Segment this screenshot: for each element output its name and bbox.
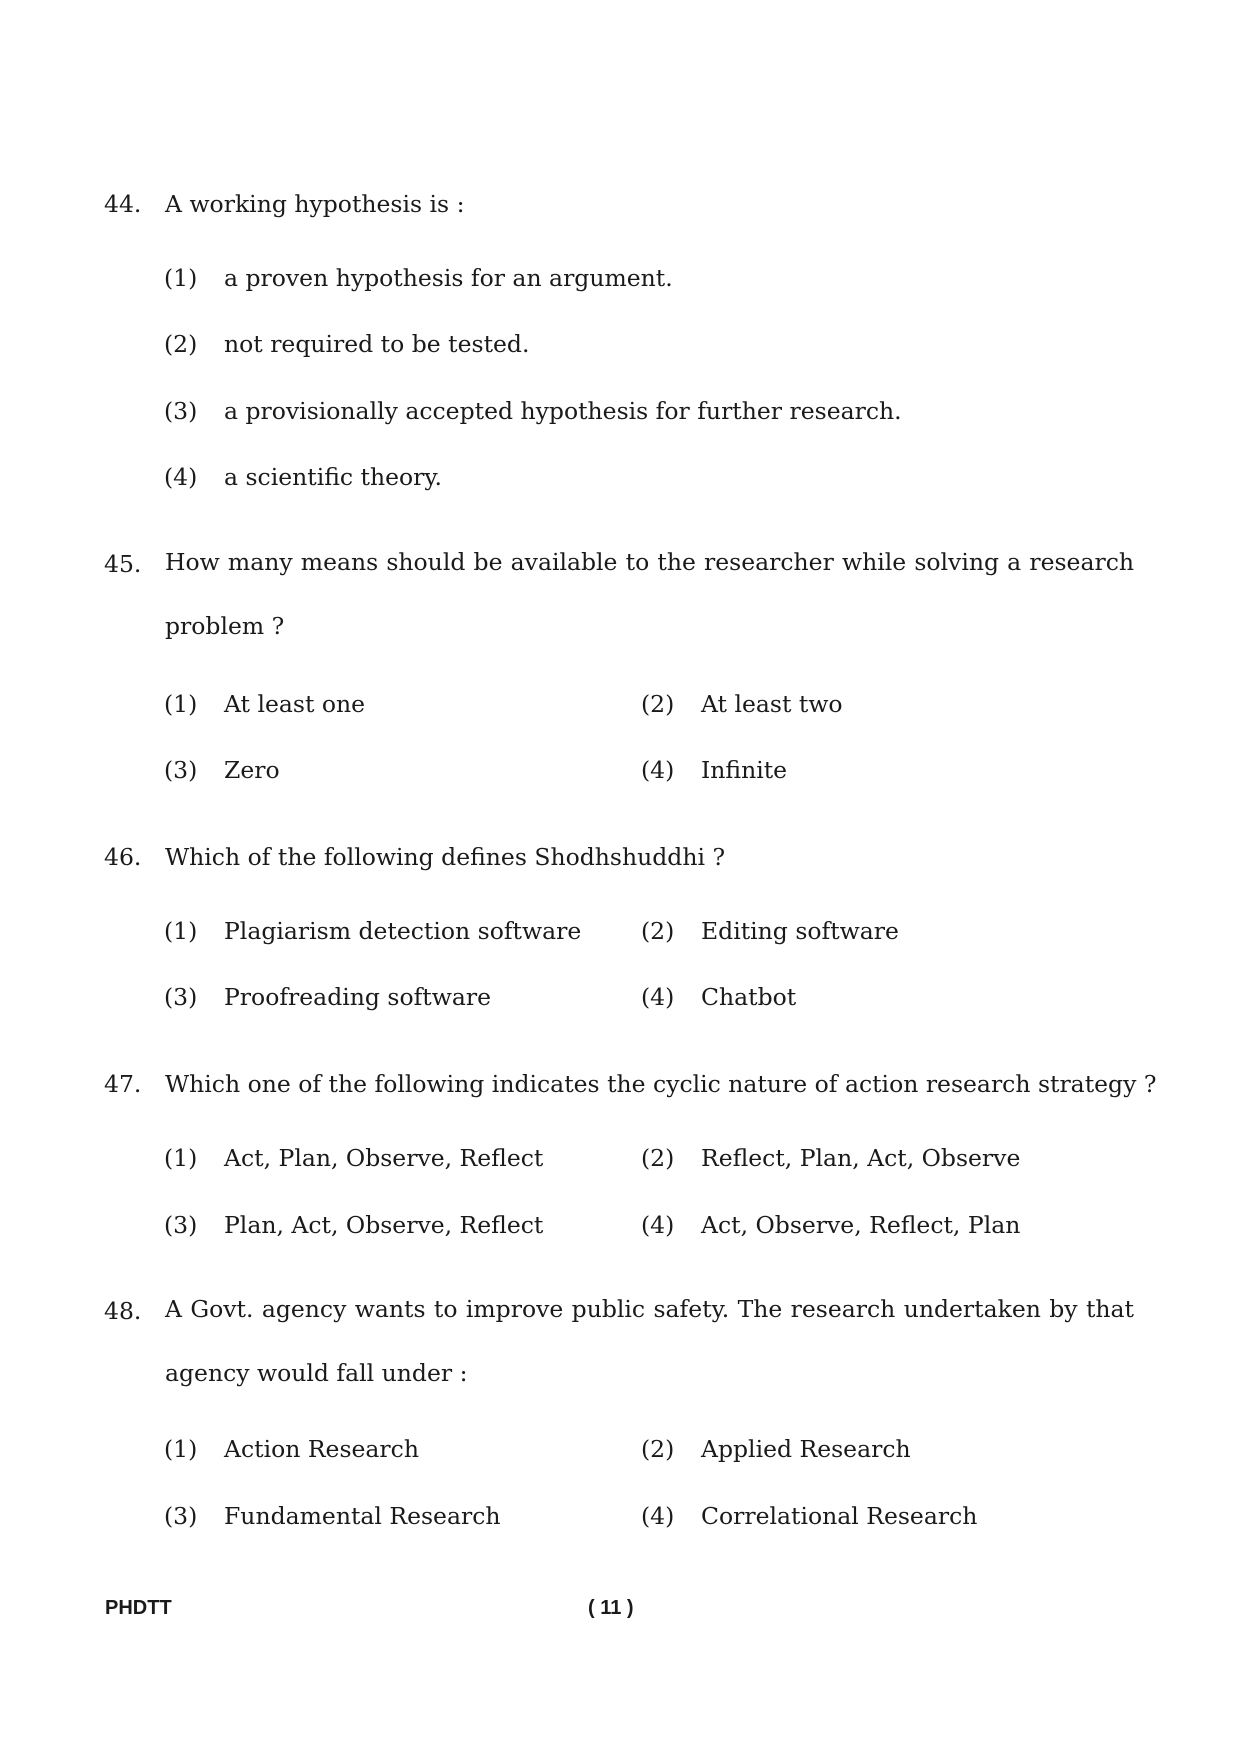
option-label: (4) — [641, 983, 675, 1011]
option-text: Zero — [224, 756, 280, 784]
option-text: Chatbot — [701, 983, 797, 1011]
option-text: not required to be tested. — [224, 330, 530, 358]
footer-page-number: ( 11 ) — [588, 1597, 634, 1619]
option-label: (3) — [164, 1502, 198, 1530]
option-label: (4) — [641, 1211, 675, 1239]
option-text: Correlational Research — [701, 1502, 978, 1530]
question-number: 46. — [104, 843, 142, 871]
option-label: (4) — [641, 756, 675, 784]
option-text: a proven hypothesis for an argument. — [224, 264, 673, 292]
option-label: (4) — [641, 1502, 675, 1530]
option-label: (3) — [164, 1211, 198, 1239]
option-text: Applied Research — [701, 1435, 911, 1463]
option-label: (1) — [164, 1144, 198, 1172]
question-text: Which of the following defines Shodhshuddhi ? — [165, 843, 726, 871]
option-label: (4) — [164, 463, 198, 491]
option-text: Plagiarism detection software — [224, 917, 582, 945]
option-text: At least one — [224, 690, 366, 718]
option-label: (3) — [164, 983, 198, 1011]
question-number: 48. — [104, 1297, 142, 1325]
option-label: (1) — [164, 917, 198, 945]
option-text: Proofreading software — [224, 983, 492, 1011]
question-number: 44. — [104, 190, 142, 218]
option-text: Plan, Act, Observe, Reflect — [224, 1211, 544, 1239]
option-label: (2) — [641, 917, 675, 945]
option-label: (1) — [164, 264, 198, 292]
option-text: Act, Plan, Observe, Reflect — [224, 1144, 544, 1172]
question-text: How many means should be available to the researcher while solving a research problem ? — [165, 548, 1134, 640]
option-text: Action Research — [224, 1435, 419, 1463]
option-text: Fundamental Research — [224, 1502, 501, 1530]
option-label: (2) — [641, 1144, 675, 1172]
option-label: (2) — [164, 330, 198, 358]
option-text: a scientific theory. — [224, 463, 443, 491]
question-text: Which one of the following indicates the cyclic nature of action research strategy ? — [165, 1070, 1157, 1098]
option-label: (2) — [641, 1435, 675, 1463]
option-text: Infinite — [701, 756, 788, 784]
option-label: (1) — [164, 1435, 198, 1463]
question-text: A Govt. agency wants to improve public safety. The research undertaken by that agency would fall under : — [165, 1295, 1134, 1387]
option-label: (3) — [164, 756, 198, 784]
option-text: Reflect, Plan, Act, Observe — [701, 1144, 1021, 1172]
option-text: At least two — [701, 690, 843, 718]
option-text: Act, Observe, Reflect, Plan — [701, 1211, 1021, 1239]
question-number: 45. — [104, 550, 142, 578]
option-label: (3) — [164, 397, 198, 425]
question-text: A working hypothesis is : — [165, 190, 465, 218]
footer-code: PHDTT — [105, 1597, 172, 1619]
option-label: (2) — [641, 690, 675, 718]
option-label: (1) — [164, 690, 198, 718]
option-text: Editing software — [701, 917, 899, 945]
option-text: a provisionally accepted hypothesis for further research. — [224, 397, 902, 425]
question-number: 47. — [104, 1070, 142, 1098]
